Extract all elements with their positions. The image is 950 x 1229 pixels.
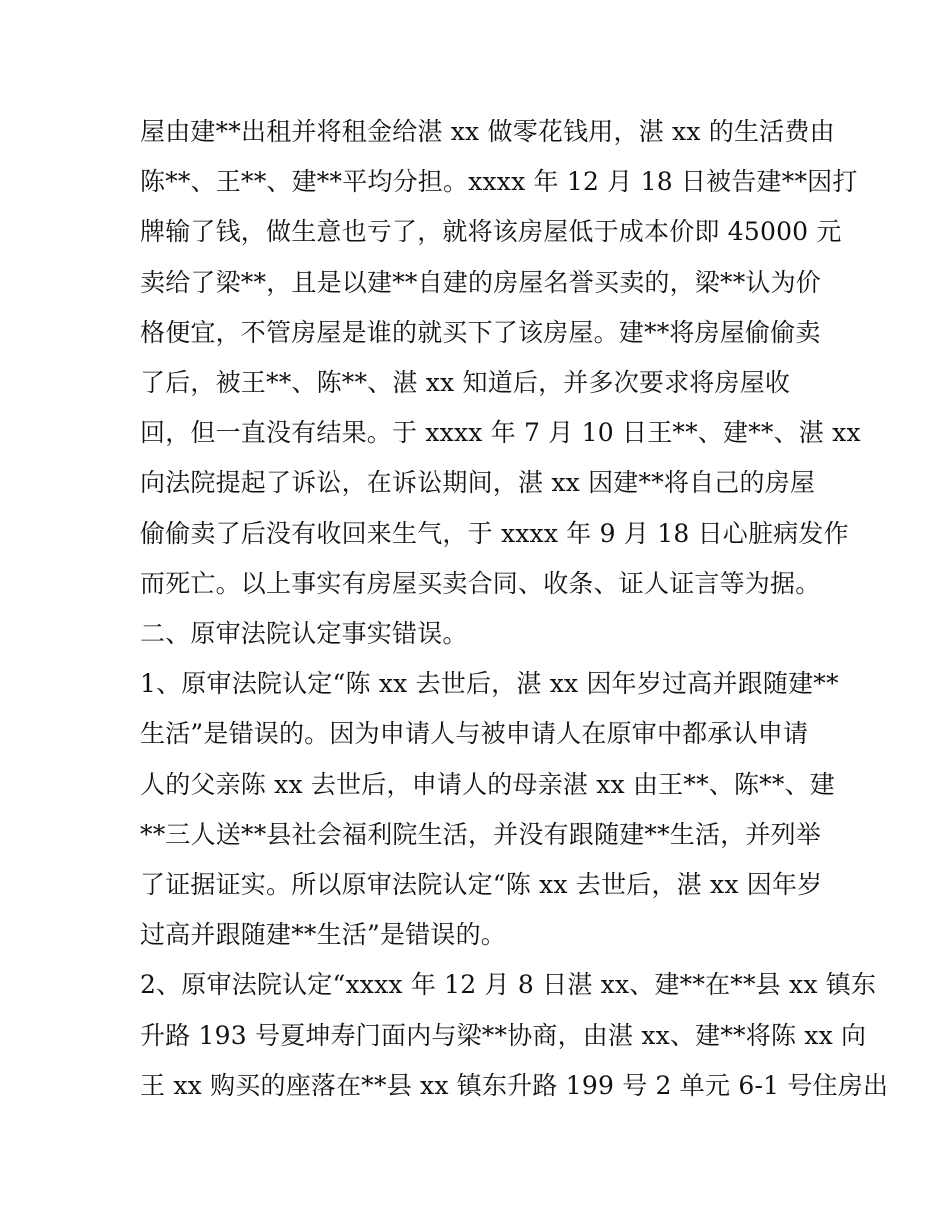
text-line: 格便宜，不管房屋是谁的就买下了该房屋。建**将房屋偷偷卖 bbox=[140, 318, 821, 347]
text-line: 过高并跟随建**生活”是错误的。 bbox=[140, 920, 506, 949]
text-line: 2、原审法院认定“xxxx 年 12 月 8 日湛 xx、建**在**县 xx 镇东 bbox=[140, 970, 877, 999]
text-line: 生活”是错误的。因为申请人与被申请人在原审中都承认申请 bbox=[140, 719, 809, 748]
text-line: 而死亡。以上事实有房屋买卖合同、收条、证人证言等为据。 bbox=[140, 569, 821, 598]
text-line: **三人送**县社会福利院生活，并没有跟随建**生活，并列举 bbox=[140, 820, 822, 849]
text-line: 王 xx 购买的座落在**县 xx 镇东升路 199 号 2 单元 6-1 号住房出 bbox=[140, 1071, 889, 1100]
text-line: 陈**、王**、建**平均分担。xxxx 年 12 月 18 日被告建**因打 bbox=[140, 167, 858, 196]
text-line: 向法院提起了诉讼，在诉讼期间，湛 xx 因建**将自己的房屋 bbox=[140, 468, 816, 497]
text-line: 回，但一直没有结果。于 xxxx 年 7 月 10 日王**、建**、湛 xx bbox=[140, 418, 861, 447]
text-line: 1、原审法院认定“陈 xx 去世后，湛 xx 因年岁过高并跟随建** bbox=[140, 669, 839, 698]
text-line: 人的父亲陈 xx 去世后，申请人的母亲湛 xx 由王**、陈**、建 bbox=[140, 770, 835, 799]
text-line: 偷偷卖了后没有收回来生气，于 xxxx 年 9 月 18 日心脏病发作 bbox=[140, 519, 849, 548]
text-line: 升路 193 号夏坤寿门面内与梁**协商，由湛 xx、建**将陈 xx 向 bbox=[140, 1021, 867, 1050]
text-line: 了后，被王**、陈**、湛 xx 知道后，并多次要求将房屋收 bbox=[140, 368, 791, 397]
text-line: 屋由建**出租并将租金给湛 xx 做零花钱用，湛 xx 的生活费由 bbox=[140, 117, 835, 146]
section-heading: 二、原审法院认定事实错误。 bbox=[140, 619, 468, 648]
text-line: 卖给了梁**，且是以建**自建的房屋名誉买卖的，梁**认为价 bbox=[140, 268, 822, 297]
text-line: 了证据证实。所以原审法院认定“陈 xx 去世后，湛 xx 因年岁 bbox=[140, 870, 823, 899]
text-line: 牌输了钱，做生意也亏了，就将该房屋低于成本价即 45000 元 bbox=[140, 217, 842, 246]
